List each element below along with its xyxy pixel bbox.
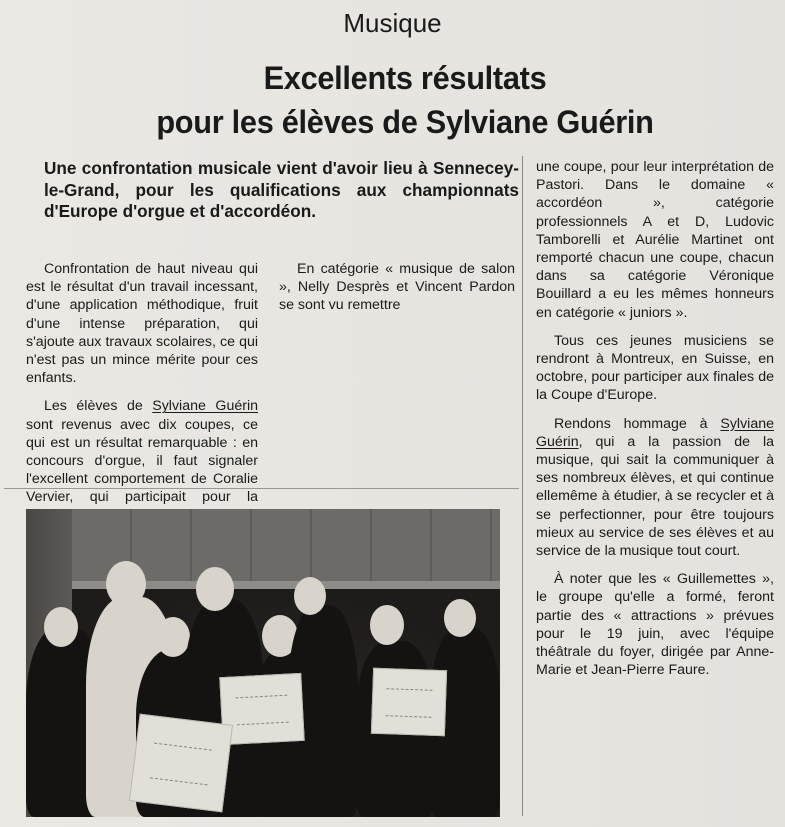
column-3-paragraph-3-start: Rendons hommage à — [554, 415, 721, 432]
column-3-paragraph-3 — [536, 415, 774, 561]
article-column-2 — [279, 260, 515, 315]
photo-certificate — [219, 673, 304, 745]
photo-face — [106, 561, 146, 607]
photo-face — [370, 605, 404, 645]
column-3-paragraph-4: À noter que les « Guillemettes », le groupe qu'elle a formé, feront partie des « attractions » prévues pour le 19 juin, avec l'équipe théâtrale du foyer, dirigée par Anne-Marie et Jean-Pierre Faure. — [536, 571, 774, 679]
column-3-paragraph-3-end: , qui a la passion de la musique, qui sait la communiquer à ses nombreux élèves, et qui continue ellemême à étudier, à se recycler et à se perfectionner, pour être toujours mieux au service de ses élèves et au service de la musique tout court. — [536, 433, 774, 560]
photo-face — [156, 617, 190, 657]
photo-face — [294, 577, 326, 615]
article-column-3 — [536, 158, 774, 679]
column-3-paragraph-2: Tous ces jeunes musiciens se rendront à Montreux, en Suisse, en octobre, pour participer aux finales de la Coupe d'Europe. — [536, 332, 774, 404]
headline-line-1: Excellents résultats — [263, 60, 547, 96]
teacher-name-underlined-2: Sylviane Guérin — [536, 415, 774, 450]
section-rubric: Musique — [343, 8, 442, 38]
headline-line-2: pour les élèves de Sylviane Guérin — [156, 104, 654, 140]
column-1-paragraph-2-end: sont revenus avec dix coupes, ce qui est un résultat remarquable : en concours d'orgue, il faut signaler l'excellent comportement de Coralie Vervier, qui participait pour la — [26, 416, 258, 506]
photo-certificate — [129, 714, 233, 813]
column-3-paragraph-1: une coupe, pour leur interprétation de Pastori. Dans le domaine « accordéon », catégorie professionnels A et D, Ludovic Tamborelli et Aurélie Martinet ont remporté chacun une coupe, chacun dans sa catégorie Véronique Bouillard a eu les mêmes honneurs en catégorie « juniors ». — [536, 159, 774, 321]
column-2-paragraph-1: En catégorie « musique de salon », Nelly Desprès et Vincent Pardon se sont vu remettre — [279, 261, 515, 314]
photo-certificate — [371, 668, 447, 737]
photo-face — [196, 567, 234, 611]
group-photo-icon — [26, 509, 500, 817]
column-1-paragraph-1: Confrontation de haut niveau qui est le résultat d'un travail incessant, d'une application méthodique, fruit d'une intense préparation, qui s'ajoute aux travaux scolaires, ce qui n'est pas un mince mérite pour ces enfants. — [26, 261, 258, 387]
clipping-cut-line — [4, 488, 519, 489]
column-rule — [522, 156, 523, 816]
lead-paragraph: Une confrontation musicale vient d'avoir lieu à Sennecey-le-Grand, pour les qualifications aux championnats d'Europe d'orgue et d'accordéon. — [44, 158, 519, 221]
photo-face — [444, 599, 476, 637]
teacher-name-underlined: Sylviane Guérin — [152, 398, 258, 415]
photo-face — [44, 607, 78, 647]
column-1-paragraph-2-start: Les élèves de — [44, 398, 153, 415]
photo-wall-rail — [26, 581, 500, 589]
